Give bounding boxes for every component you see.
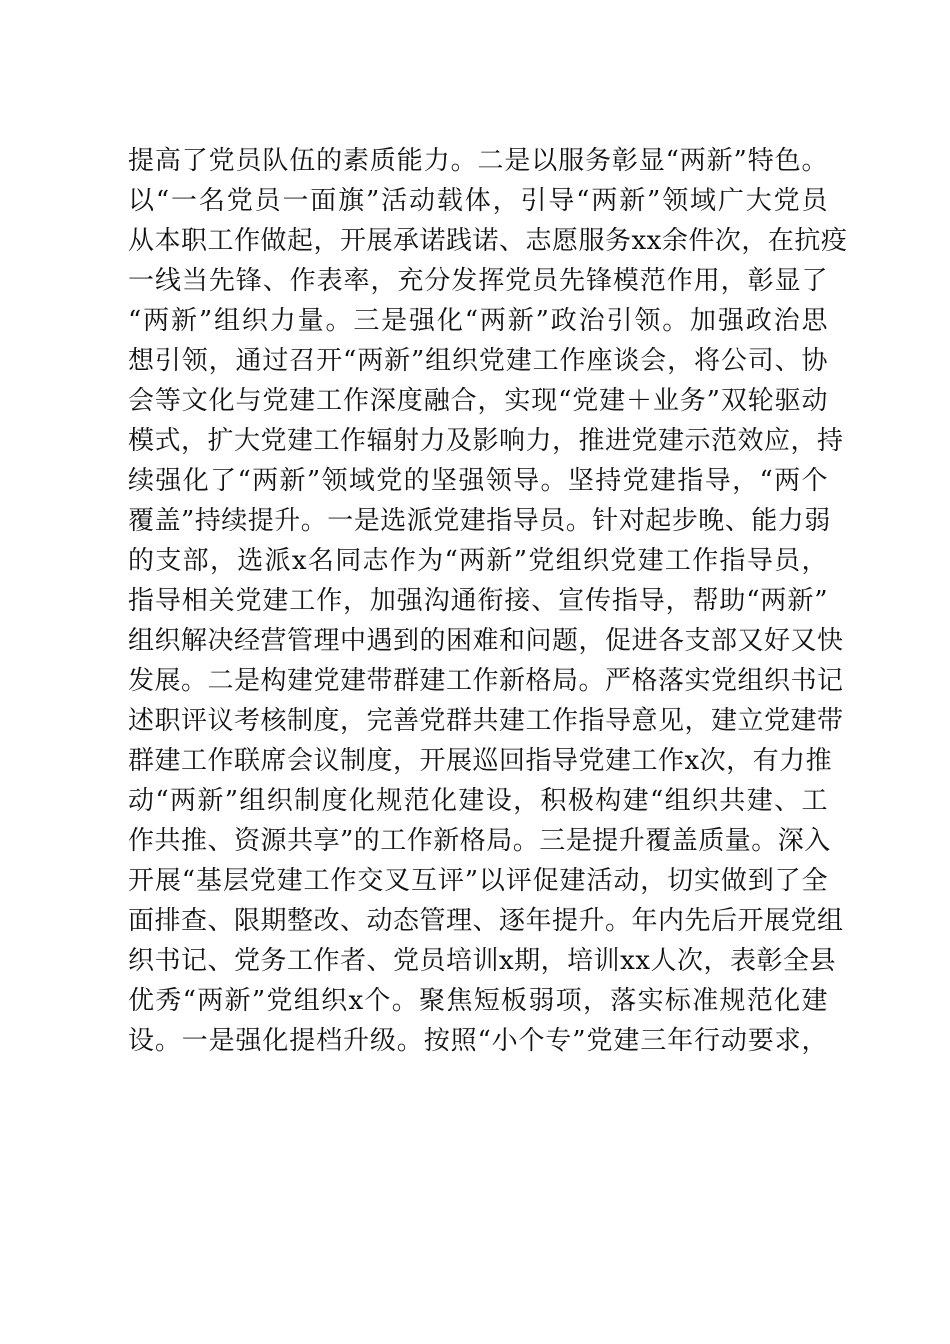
text-line-23: 设。一是强化提档升级。按照“小个专”党建三年行动要求，	[128, 1026, 828, 1056]
text-line-10: 覆盖”持续提升。一是选派党建指导员。针对起步晚、能力弱	[128, 506, 831, 536]
text-line-18: 作共推、资源共享”的工作新格局。三是提升覆盖质量。深入	[128, 826, 831, 856]
text-line-14: 发展。二是构建党建带群建工作新格局。严格落实党组织书记	[128, 666, 844, 696]
text-line-15: 述职评议考核制度，完善党群共建工作指导意见，建立党建带	[128, 706, 844, 736]
text-line-13: 组织解决经营管理中遇到的困难和问题，促进各支部又好又快	[128, 626, 844, 656]
body-paragraph	[128, 141, 848, 1061]
text-line-2: 以“一名党员一面旗”活动载体，引导“两新”领域广大党员	[128, 186, 828, 216]
text-line-5: “两新”组织力量。三是强化“两新”政治引领。加强政治思	[128, 306, 828, 336]
text-line-19: 开展“基层党建工作交叉互评”以评促建活动，切实做到了全	[128, 866, 828, 896]
text-line-11: 的支部，选派x名同志作为“两新”党组织党建工作指导员，	[128, 546, 828, 576]
text-line-21: 织书记、党务工作者、党员培训x期，培训xx人次，表彰全县	[128, 946, 836, 976]
text-line-22: 优秀“两新”党组织x个。聚焦短板弱项，落实标准规范化建	[128, 986, 828, 1016]
text-line-12: 指导相关党建工作，加强沟通衔接、宣传指导，帮助“两新”	[128, 586, 828, 616]
text-line-16: 群建工作联席会议制度，开展巡回指导党建工作x次，有力推	[128, 746, 833, 776]
text-line-17: 动“两新”组织制度化规范化建设，积极构建“组织共建、工	[128, 786, 828, 816]
text-line-20: 面排查、限期整改、动态管理、逐年提升。年内先后开展党组	[128, 906, 844, 936]
text-line-8: 模式，扩大党建工作辐射力及影响力，推进党建示范效应，持	[128, 426, 844, 456]
text-line-9: 续强化了“两新”领域党的坚强领导。坚持党建指导，“两个	[128, 466, 828, 496]
text-line-4: 一线当先锋、作表率，充分发挥党员先锋模范作用，彰显了	[128, 266, 828, 296]
text-line-6: 想引领，通过召开“两新”组织党建工作座谈会，将公司、协	[128, 346, 828, 376]
text-line-7: 会等文化与党建工作深度融合，实现“党建＋业务”双轮驱动	[128, 386, 828, 416]
text-line-3: 从本职工作做起，开展承诺践诺、志愿服务xx余件次，在抗疫	[128, 226, 848, 256]
text-line-1: 提高了党员队伍的素质能力。二是以服务彰显“两新”特色。	[128, 146, 828, 176]
